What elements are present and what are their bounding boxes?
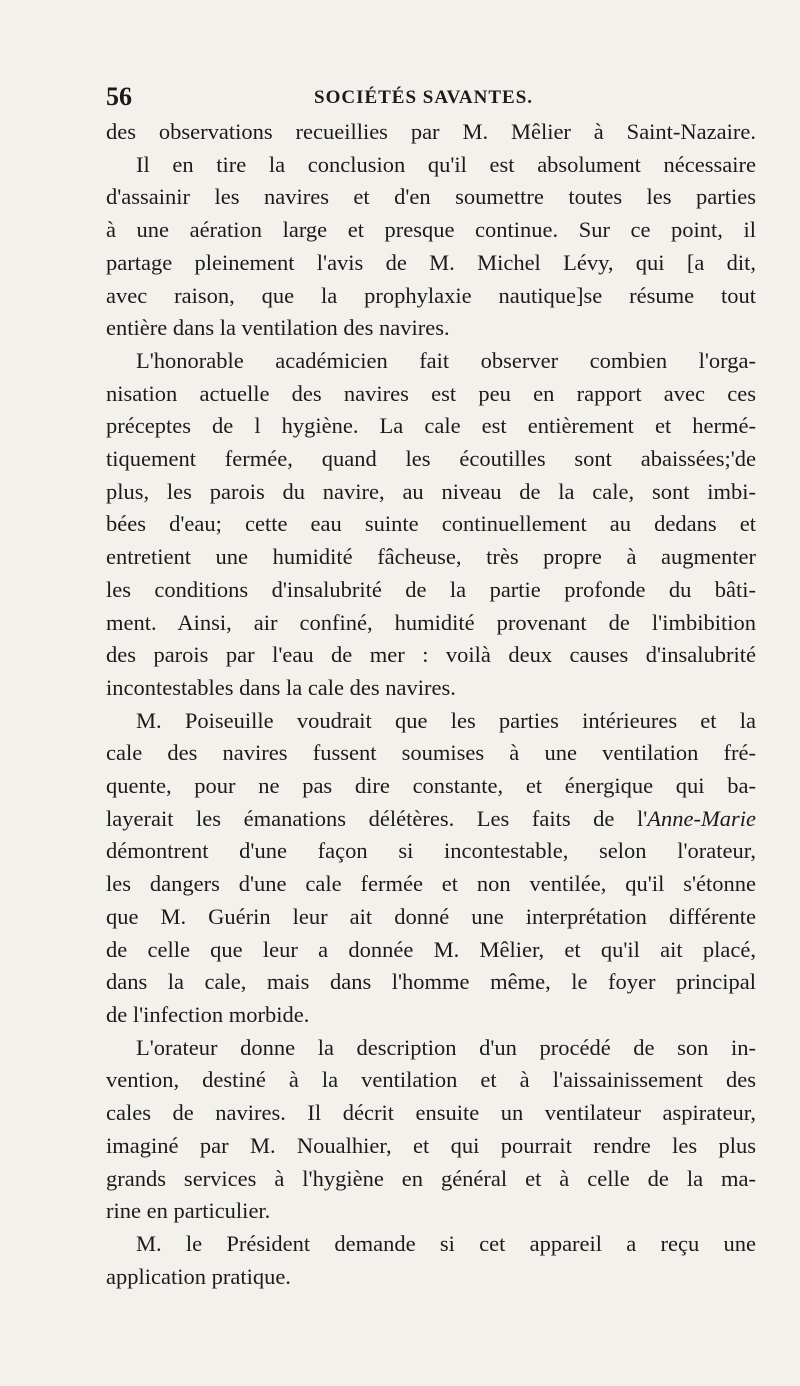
text-line-content: application pratique.: [106, 1263, 291, 1289]
text-line: [106, 116, 756, 149]
text-line-content: entière dans la ventilation des navires.: [106, 315, 450, 341]
text-line-content: bées d'eau; cette eau suinte continuellement au dedans et: [106, 511, 756, 537]
text-line-content: quente, pour ne pas dire constante, et énergique qui ba-: [106, 773, 756, 799]
text-line: [106, 770, 756, 803]
text-line-content: M. le Président demande si cet appareil a reçu une: [136, 1230, 756, 1256]
text-line: [106, 181, 756, 214]
text-line: [106, 639, 756, 672]
text-line: [106, 312, 756, 345]
text-line-content: entretient une humidité fâcheuse, très propre à augmenter: [106, 544, 756, 570]
italic-ship-name: Anne-Marie: [647, 805, 756, 831]
text-line-content: grands services à l'hygiène en général et à celle de la ma-: [106, 1165, 756, 1191]
text-line: [106, 1261, 756, 1294]
text-line: [106, 672, 756, 705]
text-line-content: les conditions d'insalubrité de la partie profonde du bâti-: [106, 576, 756, 602]
text-line-content: ment. Ainsi, air confiné, humidité provenant de l'imbibition: [106, 609, 756, 635]
text-line: [106, 443, 756, 476]
text-line-content: vention, destiné à la ventilation et à l'aissainissement des: [106, 1067, 756, 1093]
text-line: [106, 835, 756, 868]
text-line: [106, 280, 756, 313]
text-line: [106, 345, 756, 378]
text-line: [106, 1032, 756, 1065]
text-line-content: incontestables dans la cale des navires.: [106, 674, 456, 700]
text-line: [106, 1195, 756, 1228]
text-line-content: layerait les émanations délétères. Les faits de l': [106, 805, 648, 831]
text-line: [106, 410, 756, 443]
text-line: [106, 1228, 756, 1261]
text-line: [106, 247, 756, 280]
text-line-content: plus, les parois du navire, au niveau de la cale, sont imbi-: [106, 478, 756, 504]
text-line: [106, 966, 756, 999]
text-line-content: de l'infection morbide.: [106, 1001, 310, 1027]
text-line-content: imaginé par M. Noualhier, et qui pourrait rendre les plus: [106, 1132, 756, 1158]
text-line: [106, 705, 756, 738]
text-line: [106, 999, 756, 1032]
text-line-content: démontrent d'une façon si incontestable, selon l'orateur,: [106, 838, 756, 864]
text-line: [106, 803, 756, 836]
text-line: [106, 868, 756, 901]
text-line: [106, 1163, 756, 1196]
text-line-content: d'assainir les navires et d'en soumettre toutes les parties: [106, 184, 756, 210]
running-title: SOCIÉTÉS SAVANTES.: [314, 87, 534, 108]
text-line-content: Il en tire la conclusion qu'il est absolument nécessaire: [136, 151, 756, 177]
text-line-content: L'orateur donne la description d'un procédé de son in-: [136, 1034, 756, 1060]
text-line: [106, 574, 756, 607]
text-line-content: avec raison, que la prophylaxie nautique]se résume tout: [106, 282, 756, 308]
text-line-content: des observations recueillies par M. Mêlier à Saint-Nazaire.: [106, 119, 756, 144]
text-line-content: que M. Guérin leur ait donné une interprétation différente: [106, 903, 756, 929]
text-line: [106, 508, 756, 541]
text-line: [106, 476, 756, 509]
text-line: [106, 214, 756, 247]
text-line-content: M. Poiseuille voudrait que les parties intérieures et la: [136, 707, 756, 733]
text-line: [106, 1097, 756, 1130]
text-line-content: préceptes de l hygiène. La cale est entièrement et hermé-: [106, 413, 756, 439]
page-number: 56: [106, 82, 132, 111]
text-line: [106, 378, 756, 411]
text-line-content: cale des navires fussent soumises à une ventilation fré-: [106, 740, 756, 766]
text-line-content: les dangers d'une cale fermée et non ventilée, qu'il s'étonne: [106, 871, 756, 897]
text-line: [106, 607, 756, 640]
text-line-content: de celle que leur a donnée M. Mêlier, et qu'il ait placé,: [106, 936, 756, 962]
text-line-content: rine en particulier.: [106, 1198, 271, 1224]
text-line: [106, 901, 756, 934]
body-text: [106, 116, 756, 1293]
text-line-content: L'honorable académicien fait observer combien l'orga-: [136, 347, 756, 373]
text-line-content: cales de navires. Il décrit ensuite un ventilateur aspirateur,: [106, 1100, 756, 1126]
text-line: [106, 1064, 756, 1097]
text-line: [106, 541, 756, 574]
text-line-content: tiquement fermée, quand les écoutilles sont abaissées;'de: [106, 446, 756, 472]
text-line-content: dans la cale, mais dans l'homme même, le foyer principal: [106, 969, 756, 995]
text-line: [106, 1130, 756, 1163]
text-line: [106, 934, 756, 967]
page-header: [106, 82, 756, 112]
text-line: [106, 737, 756, 770]
text-line-content: nisation actuelle des navires est peu en rapport avec ces: [106, 380, 756, 406]
text-line-content: partage pleinement l'avis de M. Michel Lévy, qui [a dit,: [106, 249, 756, 275]
text-line: [106, 149, 756, 182]
text-line-content: des parois par l'eau de mer : voilà deux causes d'insalubrité: [106, 642, 756, 668]
text-line-content: à une aération large et presque continue. Sur ce point, il: [106, 217, 756, 243]
